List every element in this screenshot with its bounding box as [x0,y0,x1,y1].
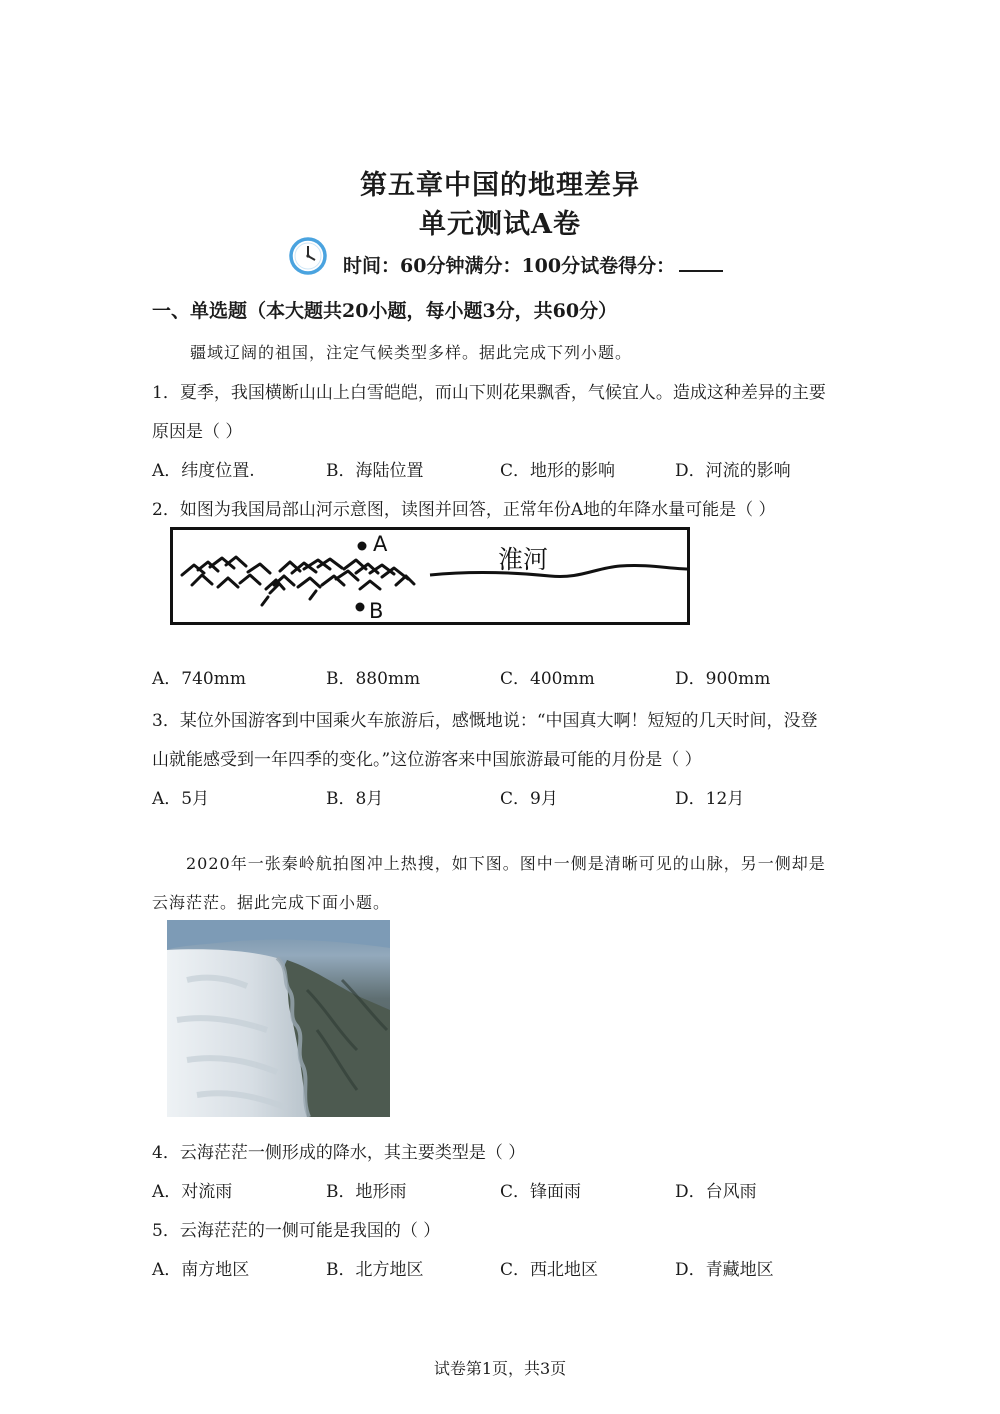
question-4-option-b: B．地形雨 [326,1182,407,1202]
question-2-option-b: B．880mm [326,669,421,689]
question-3-option-d: D．12月 [675,789,745,809]
question-4-option-c: C．锋面雨 [500,1182,582,1202]
question-4-option-a: A．对流雨 [152,1182,233,1202]
question-5-option-a: A．南方地区 [152,1260,250,1280]
question-2-option-d: D．900mm [675,669,771,689]
point-b-label: B [369,599,384,623]
exam-meta [343,251,723,278]
question-3-option-b: B．8月 [326,789,384,809]
question-4-option-d: D．台风雨 [675,1182,757,1202]
question-2-line-1: 2．如图为我国局部山河示意图，读图并回答，正常年份A地的年降水量可能是（ ） [152,500,776,520]
question-3-option-c: C．9月 [500,789,558,809]
page-subtitle: 单元测试A卷 [419,209,581,240]
page-footer: 试卷第1页，共3页 [433,1359,567,1378]
question-5-option-c: C．西北地区 [500,1260,599,1280]
river-label: 淮河 [498,545,549,574]
point-b-dot [356,603,365,612]
question-3-line-2: 山就能感受到一年四季的变化。”这位游客来中国旅游最可能的月份是（ ） [152,750,702,770]
question-1-line-2: 原因是（ ） [152,422,243,442]
clock-icon [288,236,328,276]
page-title: 第五章中国的地理差异 [360,170,640,201]
qinling-aerial-photo [167,920,390,1117]
question-5-option-d: D．青藏地区 [675,1260,774,1280]
intro2-line-2: 云海茫茫。据此完成下面小题。 [152,893,391,912]
question-1-option-b: B．海陆位置 [326,461,424,481]
mountain-river-diagram [170,527,690,625]
question-1-line-1: 1．夏季，我国横断山山上白雪皑皑，而山下则花果飘香，气候宜人。造成这种差异的主要 [152,383,826,403]
section-heading: 一、单选题（本大题共20小题，每小题3分，共60分） [152,300,618,322]
question-1-option-c: C．地形的影响 [500,461,616,481]
question-5-line-1: 5．云海茫茫的一侧可能是我国的（ ） [152,1221,441,1241]
question-5-option-b: B．北方地区 [326,1260,424,1280]
intro2-line-1: 2020年一张秦岭航拍图冲上热搜，如下图。图中一侧是清晰可见的山脉，另一侧却是 [186,854,826,873]
question-4-line-1: 4．云海茫茫一侧形成的降水，其主要类型是（ ） [152,1143,526,1163]
question-2-option-c: C．400mm [500,669,595,689]
question-2-option-a: A．740mm [152,669,246,689]
point-a-label: A [373,532,388,556]
question-1-option-d: D．河流的影响 [675,461,791,481]
question-3-option-a: A．5月 [152,789,210,809]
score-blank [679,254,723,272]
exam-meta-text: 时间：60分钟满分：100分试卷得分： [343,255,676,277]
question-3-line-1: 3．某位外国游客到中国乘火车旅游后，感慨地说：“中国真大啊！短短的几天时间，没登 [152,711,818,731]
intro-text: 疆域辽阔的祖国，注定气候类型多样。据此完成下列小题。 [190,343,633,362]
point-a-dot [358,542,367,551]
question-1-option-a: A．纬度位置. [152,461,255,481]
